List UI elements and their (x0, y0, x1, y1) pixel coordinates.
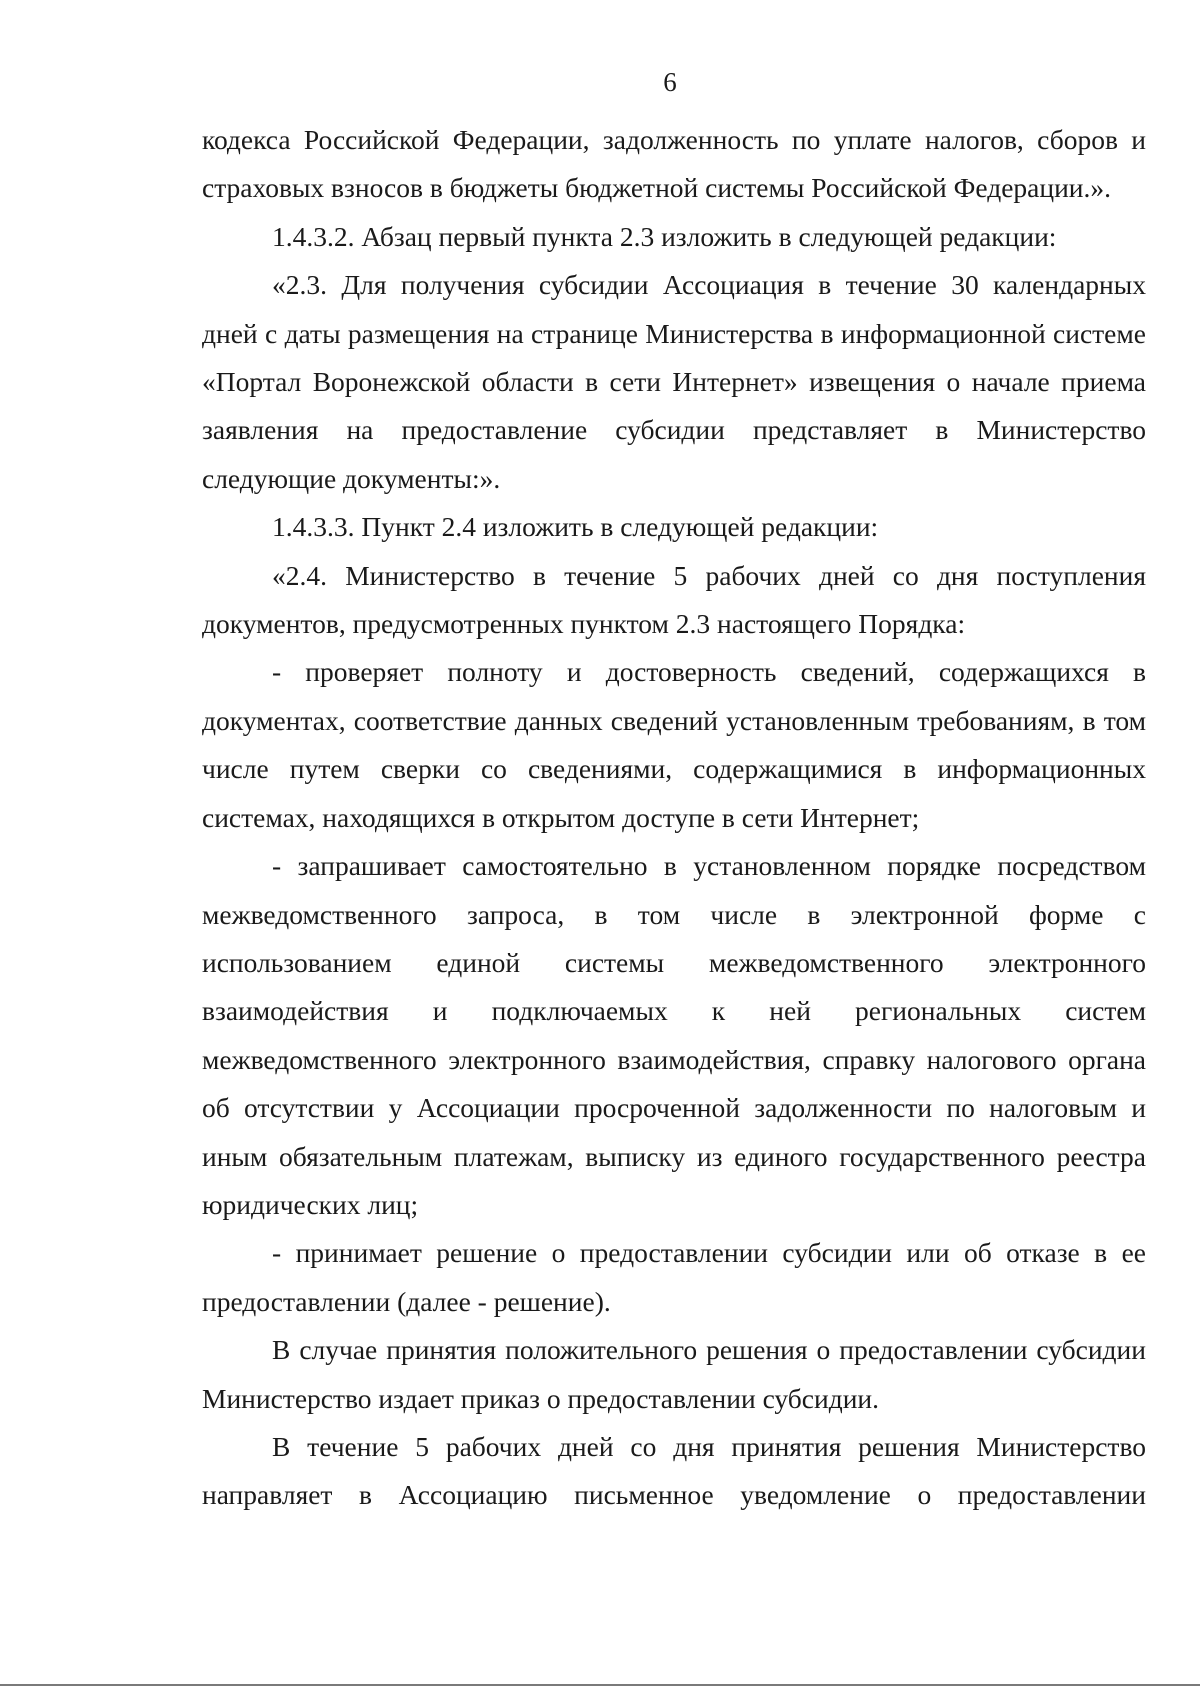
paragraph-continuation: кодекса Российской Федерации, задолженность по уплате налогов, сборов и страховых взносов в бюджеты бюджетной системы Российской Федерации.». (202, 124, 1146, 204)
paragraph-amendment-1-4-3-2: 1.4.3.2. Абзац первый пункта 2.3 изложить в следующей редакции: (272, 220, 1057, 252)
document-body (202, 116, 1146, 1520)
paragraph-clause-2-3: «2.3. Для получения субсидии Ассоциация в течение 30 календарных дней с даты размещения на странице Министерства в информационной системе «Портал Воронежской области в сети Интернет» извещения о начале приема заявления на предоставление субсидии представляет в Министерство следующие документы:». (202, 269, 1146, 494)
paragraph-positive-decision: В случае принятия положительного решения о предоставлении субсидии Министерство издает приказ о предоставлении субсидии. (202, 1334, 1146, 1414)
list-item-verification: - проверяет полноту и достоверность сведений, содержащихся в документах, соответствие данных сведений установленным требованиям, в том числе путем сверки со сведениями, содержащимися в информационных системах, находящихся в открытом доступе в сети Интернет; (202, 656, 1146, 833)
paragraph-amendment-1-4-3-3: 1.4.3.3. Пункт 2.4 изложить в следующей редакции: (272, 511, 879, 543)
paragraph-notification: В течение 5 рабочих дней со дня принятия решения Министерство направляет в Ассоциацию письменное уведомление о предоставлении (202, 1430, 1146, 1511)
page-bottom-edge (0, 1684, 1200, 1686)
paragraph-clause-2-4: «2.4. Министерство в течение 5 рабочих дней со дня поступления документов, предусмотренных пунктом 2.3 настоящего Порядка: (202, 559, 1146, 640)
list-item-request: - запрашивает самостоятельно в установленном порядке посредством межведомственного запроса, в том числе в электронной форме с использованием единой системы межведомственного электронного взаимодействия и подключаемых к ней региональных систем межведомственного электронного взаимодействия, справку налогового органа об отсутствии у Ассоциации просроченной задолженности по налоговым и иным обязательным платежам, выписку из единого государственного реестра юридических лиц; (202, 850, 1146, 1220)
list-item-decision: - принимает решение о предоставлении субсидии или об отказе в ее предоставлении (далее - решение). (202, 1237, 1146, 1317)
page-number: 6 (663, 67, 677, 97)
